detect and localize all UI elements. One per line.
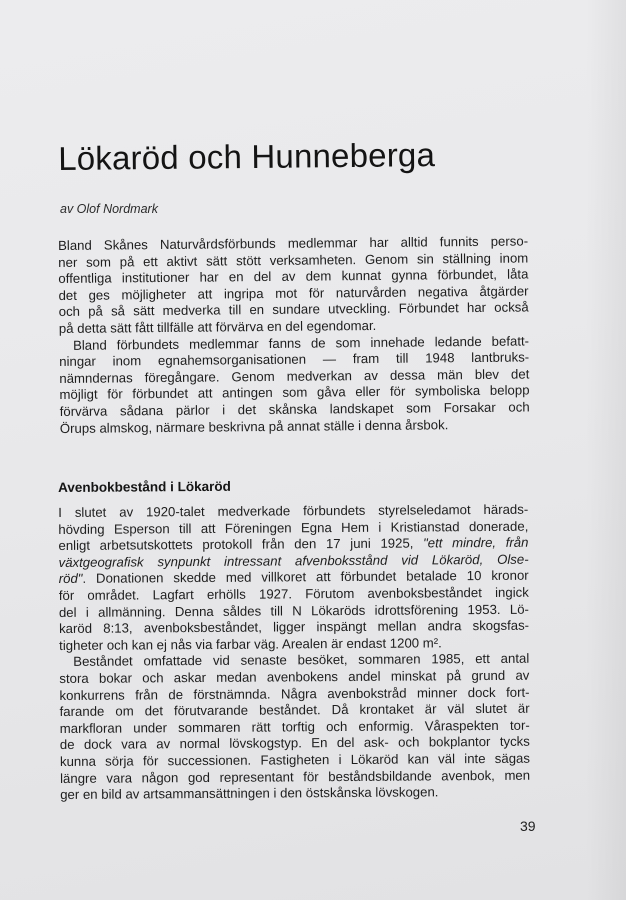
article-title: Lökaröd och Hunneberga [58, 136, 436, 177]
text-line: ner som på ett aktivt sätt stött verksamheten. Genom sin ställning inom [58, 250, 529, 270]
text-line: karöd 8:13, avenboksbeståndet, ligger inspängt mellan andra skogsfas- [58, 617, 530, 637]
text-line: och på så sätt medverka till en sundare utveckling. Förbundet har också [58, 299, 529, 320]
author-byline: av Olof Nordmark [60, 202, 158, 216]
text-line: för området. Lagfart erhölls 1927. Förutom avenboksbeståndet ingick [58, 584, 529, 603]
text-line: de dock vara av normal lövskogstyp. En del ask- och bokplantor tycks [59, 734, 530, 753]
intro-paragraph-1 [58, 233, 529, 337]
text-line: tigheter och kan ej nås via farbar väg. Arealen är endast 1200 m². [59, 635, 442, 653]
section-avenbok [58, 477, 530, 804]
text-line: möjligt för förbundet att antingen som gåva eller för symboliska belopp [59, 382, 530, 403]
text-line: kunna sörja för successionen. Fastigheten i Lökaröd kan väl inte sägas [59, 750, 531, 769]
text-segment: enligt arbetsutskottets protokoll från den 17 juni 1925, [58, 535, 424, 554]
intro-paragraph-2 [59, 333, 530, 437]
text-line: Bland Skånes Naturvårdsförbunds medlemmar har alltid funnits perso- [58, 233, 529, 253]
text-line: markfloran under sommaren rätt torftig och enformig. Våraspekten tor- [59, 717, 530, 736]
text-line: förvärva sådana pärlor i det skånska landskapet som Forsakar och [59, 399, 530, 419]
text-line: ger en bild av artsammansättningen i den östskånska lövskogen. [60, 784, 439, 803]
page-number: 39 [520, 818, 536, 834]
text-line: I slutet av 1920-talet medverkade förbundets styrelseledamot härads- [58, 501, 529, 520]
section-paragraph-2 [59, 651, 530, 804]
text-line: konkurrens från de förstnämnda. Några avenbokstråd minner dock fort- [59, 684, 530, 703]
quote-segment: växtgeografisk synpunkt intressant afvenboksstånd vid Lökaröd, Olse- [58, 551, 529, 570]
text-line: Beståndet omfattade vid senaste besöket, sommaren 1985, ett antal [73, 651, 530, 670]
text-line: del i allmänning. Denna såldes till N Lökaröds idrottsförening 1953. Lö- [58, 601, 529, 620]
text-line: farande om det förutvarande beståndet. Då krontaket är väl slutet är [59, 700, 530, 720]
section-paragraph-1 [58, 502, 529, 655]
text-line: Örups almskog, närmare beskrivna på annat ställe i denna årsbok. [59, 416, 449, 436]
quote-segment: "ett mindre, från [423, 534, 529, 551]
intro-text [58, 233, 530, 437]
section-heading: Avenbokbestånd i Lökaröd [58, 478, 231, 495]
text-line: hövding Esperson till att Föreningen Egna Hem i Kristianstad donerade, [58, 518, 529, 537]
text-line: stora bokar och askar medan avenbokens andel minskat på grund av [59, 667, 530, 686]
text-line: det ges möjligheter att ingripa mot för naturvården negativa åtgärder [58, 283, 529, 303]
text-line: offentliga institutioner har en del av dem kunnat gynna förbundet, låta [58, 266, 529, 287]
text-line: ningar inom egnahemsorganisationen — fram till 1948 lantbruks- [59, 349, 530, 370]
page-edge-shadow [586, 0, 626, 900]
quote-segment: röd" [58, 571, 83, 587]
text-line: på detta sätt fått tillfälle att förvärva en del egendomar. [58, 317, 377, 336]
text-line: Bland förbundets medlemmar fanns de som innehade ledande befatt- [72, 333, 530, 353]
text-line: nämndernas föregångare. Genom medverkan av dessa män blev det [59, 366, 530, 386]
text-segment: . Donationen skedde med villkoret att förbundet betalade 10 kronor [82, 568, 529, 587]
text-line: längre vara någon god representant för beståndsbildande avenbok, men [60, 767, 531, 786]
